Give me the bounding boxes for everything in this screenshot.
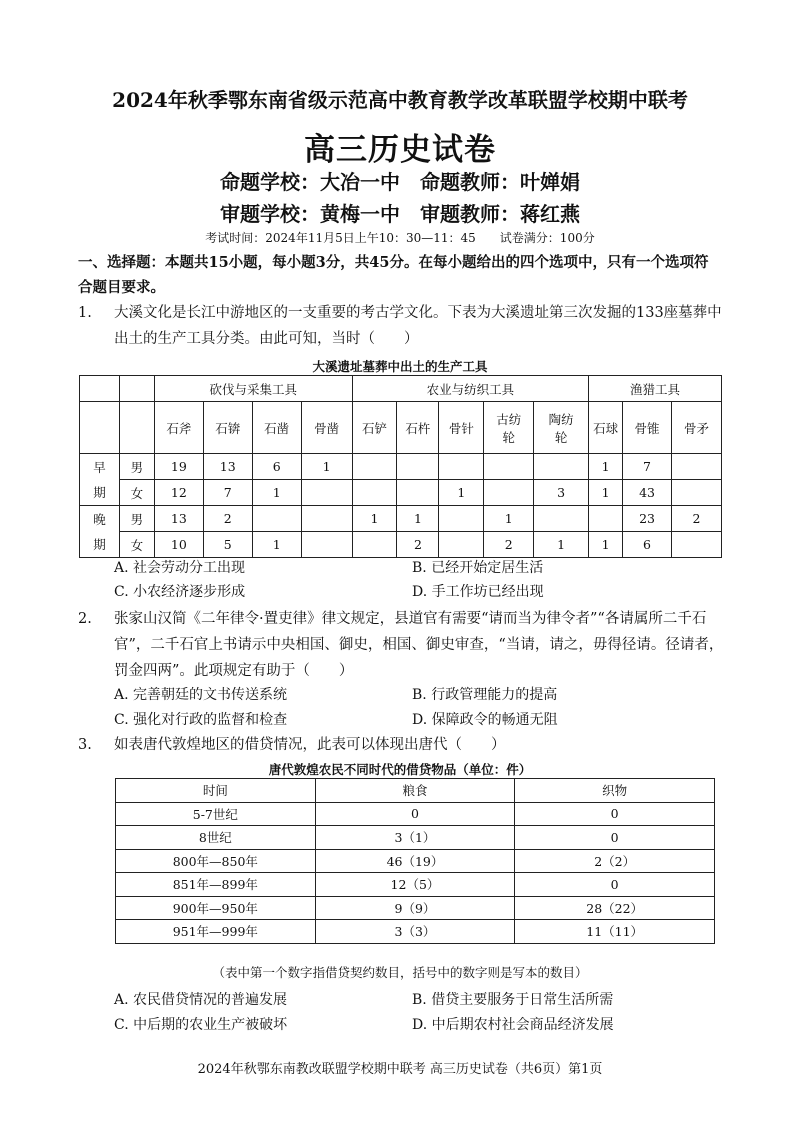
table-cell: 43 bbox=[623, 480, 672, 506]
table-row bbox=[116, 873, 715, 897]
table-cell: 5 bbox=[203, 532, 252, 558]
table-cell bbox=[671, 480, 721, 506]
sex-cell: 女 bbox=[119, 532, 154, 558]
table-cell: 8世纪 bbox=[116, 826, 316, 850]
table-cell bbox=[352, 480, 397, 506]
table-corner bbox=[119, 376, 154, 402]
table-cell: 2 bbox=[397, 532, 439, 558]
exam-subject-title: 高三历史试卷 bbox=[304, 132, 496, 168]
table-row bbox=[80, 454, 722, 480]
table-cell: 28（22） bbox=[515, 896, 715, 920]
table-row bbox=[80, 480, 722, 506]
author-line: 命题学校：大冶一中 命题教师：叶婵娟 bbox=[220, 170, 580, 194]
table-cell: 1 bbox=[589, 532, 623, 558]
table-cell: 11（11） bbox=[515, 920, 715, 944]
table-cell: 1 bbox=[397, 506, 439, 532]
table-cell: 19 bbox=[154, 454, 203, 480]
option-d[interactable]: D. 保障政令的畅通无阻 bbox=[412, 712, 558, 728]
table-row bbox=[116, 802, 715, 826]
group-header: 渔猎工具 bbox=[589, 376, 722, 402]
exam-info: 考试时间：2024年11月5日上午10：30—11：45 试卷满分：100分 bbox=[205, 231, 595, 245]
table-row bbox=[116, 920, 715, 944]
option-a[interactable]: A. 完善朝廷的文书传送系统 bbox=[114, 687, 288, 703]
option-b[interactable]: B. 已经开始定居生活 bbox=[412, 560, 544, 576]
table-caption: 大溪遗址墓葬中出土的生产工具 bbox=[312, 359, 488, 374]
table-cell: 1 bbox=[589, 454, 623, 480]
table-cell bbox=[301, 506, 352, 532]
table-cell: 12（5） bbox=[315, 873, 515, 897]
table-cell: 1 bbox=[252, 480, 301, 506]
table-cell: 0 bbox=[515, 873, 715, 897]
tool-header: 骨锥 bbox=[623, 402, 672, 454]
question-text: 张家山汉简《二年律令·置吏律》律文规定，县道官有需要“请而当为律令者”“各请属所二千石官”，二千石官上书请示中央相国、御史，相国、御史审查，“当请，请之，毋得径请。径请者，罚金四两”。此项规定有助于（ ） bbox=[114, 611, 724, 679]
table-cell bbox=[439, 532, 484, 558]
page-footer: 2024年秋鄂东南教改联盟学校期中联考 高三历史试卷（共6页）第1页 bbox=[197, 1062, 603, 1077]
table-cell: 7 bbox=[203, 480, 252, 506]
column-header: 粮食 bbox=[315, 779, 515, 803]
table-cell bbox=[352, 454, 397, 480]
tool-header: 石斧 bbox=[154, 402, 203, 454]
table-cell bbox=[439, 454, 484, 480]
table-cell bbox=[301, 532, 352, 558]
table-cell: 2（2） bbox=[515, 849, 715, 873]
question-text: 如表唐代敦煌地区的借贷情况，此表可以体现出唐代（ ） bbox=[114, 737, 506, 753]
tool-header: 石球 bbox=[589, 402, 623, 454]
table-cell: 5-7世纪 bbox=[116, 802, 316, 826]
table-cell: 0 bbox=[315, 802, 515, 826]
option-b[interactable]: B. 行政管理能力的提高 bbox=[412, 687, 558, 703]
option-c[interactable]: C. 强化对行政的监督和检查 bbox=[114, 712, 288, 728]
table-corner bbox=[80, 402, 120, 454]
option-c[interactable]: C. 中后期的农业生产被破坏 bbox=[114, 1017, 288, 1033]
table-cell: 3 bbox=[534, 480, 589, 506]
table-caption: 唐代敦煌农民不同时代的借贷物品（单位：件） bbox=[268, 762, 532, 777]
table-cell: 1 bbox=[439, 480, 484, 506]
sex-cell: 女 bbox=[119, 480, 154, 506]
table-cell: 3（3） bbox=[315, 920, 515, 944]
tool-header: 石锛 bbox=[203, 402, 252, 454]
table-cell: 1 bbox=[484, 506, 534, 532]
table-cell: 2 bbox=[484, 532, 534, 558]
option-b[interactable]: B. 借贷主要服务于日常生活所需 bbox=[412, 992, 614, 1008]
table-cell: 2 bbox=[671, 506, 721, 532]
table-cell: 12 bbox=[154, 480, 203, 506]
table-cell: 6 bbox=[252, 454, 301, 480]
table-cell bbox=[352, 532, 397, 558]
table-cell: 0 bbox=[515, 802, 715, 826]
loan-table bbox=[115, 778, 715, 944]
table-cell: 800年—850年 bbox=[116, 849, 316, 873]
tool-header: 石凿 bbox=[252, 402, 301, 454]
table-cell bbox=[534, 506, 589, 532]
table-cell: 900年—950年 bbox=[116, 896, 316, 920]
tool-header: 骨针 bbox=[439, 402, 484, 454]
question-number: 1. bbox=[78, 305, 92, 321]
group-header: 砍伐与采集工具 bbox=[154, 376, 352, 402]
exam-title: 2024年秋季鄂东南省级示范高中教育教学改革联盟学校期中联考 bbox=[112, 88, 688, 112]
table-row bbox=[116, 896, 715, 920]
table-cell bbox=[484, 480, 534, 506]
table-cell bbox=[484, 454, 534, 480]
table-cell: 851年—899年 bbox=[116, 873, 316, 897]
option-d[interactable]: D. 手工作坊已经出现 bbox=[412, 584, 544, 600]
table-cell: 2 bbox=[203, 506, 252, 532]
period-cell: 早 期 bbox=[80, 454, 120, 506]
column-header: 织物 bbox=[515, 779, 715, 803]
reviewer-line: 审题学校：黄梅一中 审题教师：蒋红燕 bbox=[220, 202, 580, 226]
table-cell: 1 bbox=[534, 532, 589, 558]
table-row bbox=[116, 826, 715, 850]
table-cell: 7 bbox=[623, 454, 672, 480]
column-header: 时间 bbox=[116, 779, 316, 803]
table-cell: 23 bbox=[623, 506, 672, 532]
tool-header: 古纺 轮 bbox=[484, 402, 534, 454]
table-cell: 10 bbox=[154, 532, 203, 558]
table-cell: 3（1） bbox=[315, 826, 515, 850]
sex-cell: 男 bbox=[119, 506, 154, 532]
tool-header: 陶纺 轮 bbox=[534, 402, 589, 454]
question-text: 大溪文化是长江中游地区的一支重要的考古学文化。下表为大溪遗址第三次发掘的133座墓葬中出土的生产工具分类。由此可知，当时（ ） bbox=[114, 305, 722, 347]
option-c[interactable]: C. 小农经济逐步形成 bbox=[114, 584, 246, 600]
table-row bbox=[80, 532, 722, 558]
tool-header: 石杵 bbox=[397, 402, 439, 454]
table-cell bbox=[252, 506, 301, 532]
period-cell: 晚 期 bbox=[80, 506, 120, 558]
table-cell bbox=[397, 480, 439, 506]
table-cell bbox=[397, 454, 439, 480]
table-cell bbox=[439, 506, 484, 532]
table-cell: 13 bbox=[154, 506, 203, 532]
table-cell bbox=[671, 454, 721, 480]
group-header: 农业与纺织工具 bbox=[352, 376, 589, 402]
table-cell bbox=[534, 454, 589, 480]
table-corner bbox=[80, 376, 120, 402]
tool-header: 骨凿 bbox=[301, 402, 352, 454]
sex-cell: 男 bbox=[119, 454, 154, 480]
table-cell bbox=[301, 480, 352, 506]
table-cell: 46（19） bbox=[315, 849, 515, 873]
table-cell: 1 bbox=[301, 454, 352, 480]
option-a[interactable]: A. 农民借贷情况的普遍发展 bbox=[114, 992, 288, 1008]
section-instructions: 一、选择题：本题共15小题，每小题3分，共45分。在每小题给出的四个选项中，只有一个选项符合题目要求。 bbox=[78, 254, 709, 296]
table-cell: 1 bbox=[252, 532, 301, 558]
table-cell: 6 bbox=[623, 532, 672, 558]
option-a[interactable]: A. 社会劳动分工出现 bbox=[114, 560, 246, 576]
table-cell: 951年—999年 bbox=[116, 920, 316, 944]
table-cell: 13 bbox=[203, 454, 252, 480]
table-cell: 1 bbox=[352, 506, 397, 532]
table-cell: 1 bbox=[589, 480, 623, 506]
table-cell: 9（9） bbox=[315, 896, 515, 920]
tool-header: 骨矛 bbox=[671, 402, 721, 454]
question-number: 2. bbox=[78, 611, 92, 627]
table-corner bbox=[119, 402, 154, 454]
option-d[interactable]: D. 中后期农村社会商品经济发展 bbox=[412, 1017, 614, 1033]
table-cell bbox=[589, 506, 623, 532]
table-row bbox=[116, 849, 715, 873]
tool-header: 石铲 bbox=[352, 402, 397, 454]
tools-table bbox=[79, 375, 722, 558]
table-cell: 0 bbox=[515, 826, 715, 850]
table-note: （表中第一个数字指借贷契约数目，括号中的数字则是写本的数目） bbox=[212, 965, 588, 980]
table-cell bbox=[671, 532, 721, 558]
question-number: 3. bbox=[78, 737, 92, 753]
table-row bbox=[80, 506, 722, 532]
table-header-row bbox=[116, 779, 715, 803]
